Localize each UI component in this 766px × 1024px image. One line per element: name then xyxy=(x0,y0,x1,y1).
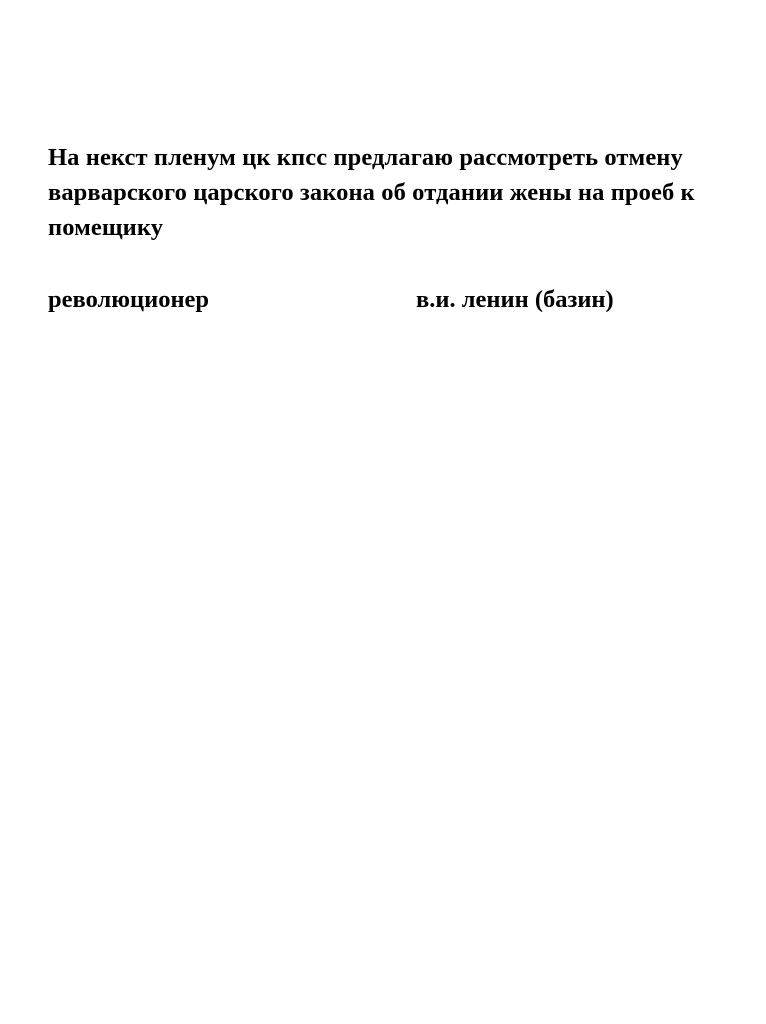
body-paragraph: На некст пленум цк кпсс предлагаю рассмотреть отмену варварского царского закона об отдании жены на проеб к помещику xyxy=(48,144,702,241)
signature-name: в.и. ленин (базин) xyxy=(416,286,614,313)
document-text-block xyxy=(48,140,708,317)
signature-line xyxy=(48,282,708,317)
signature-role: революционер xyxy=(48,286,210,313)
